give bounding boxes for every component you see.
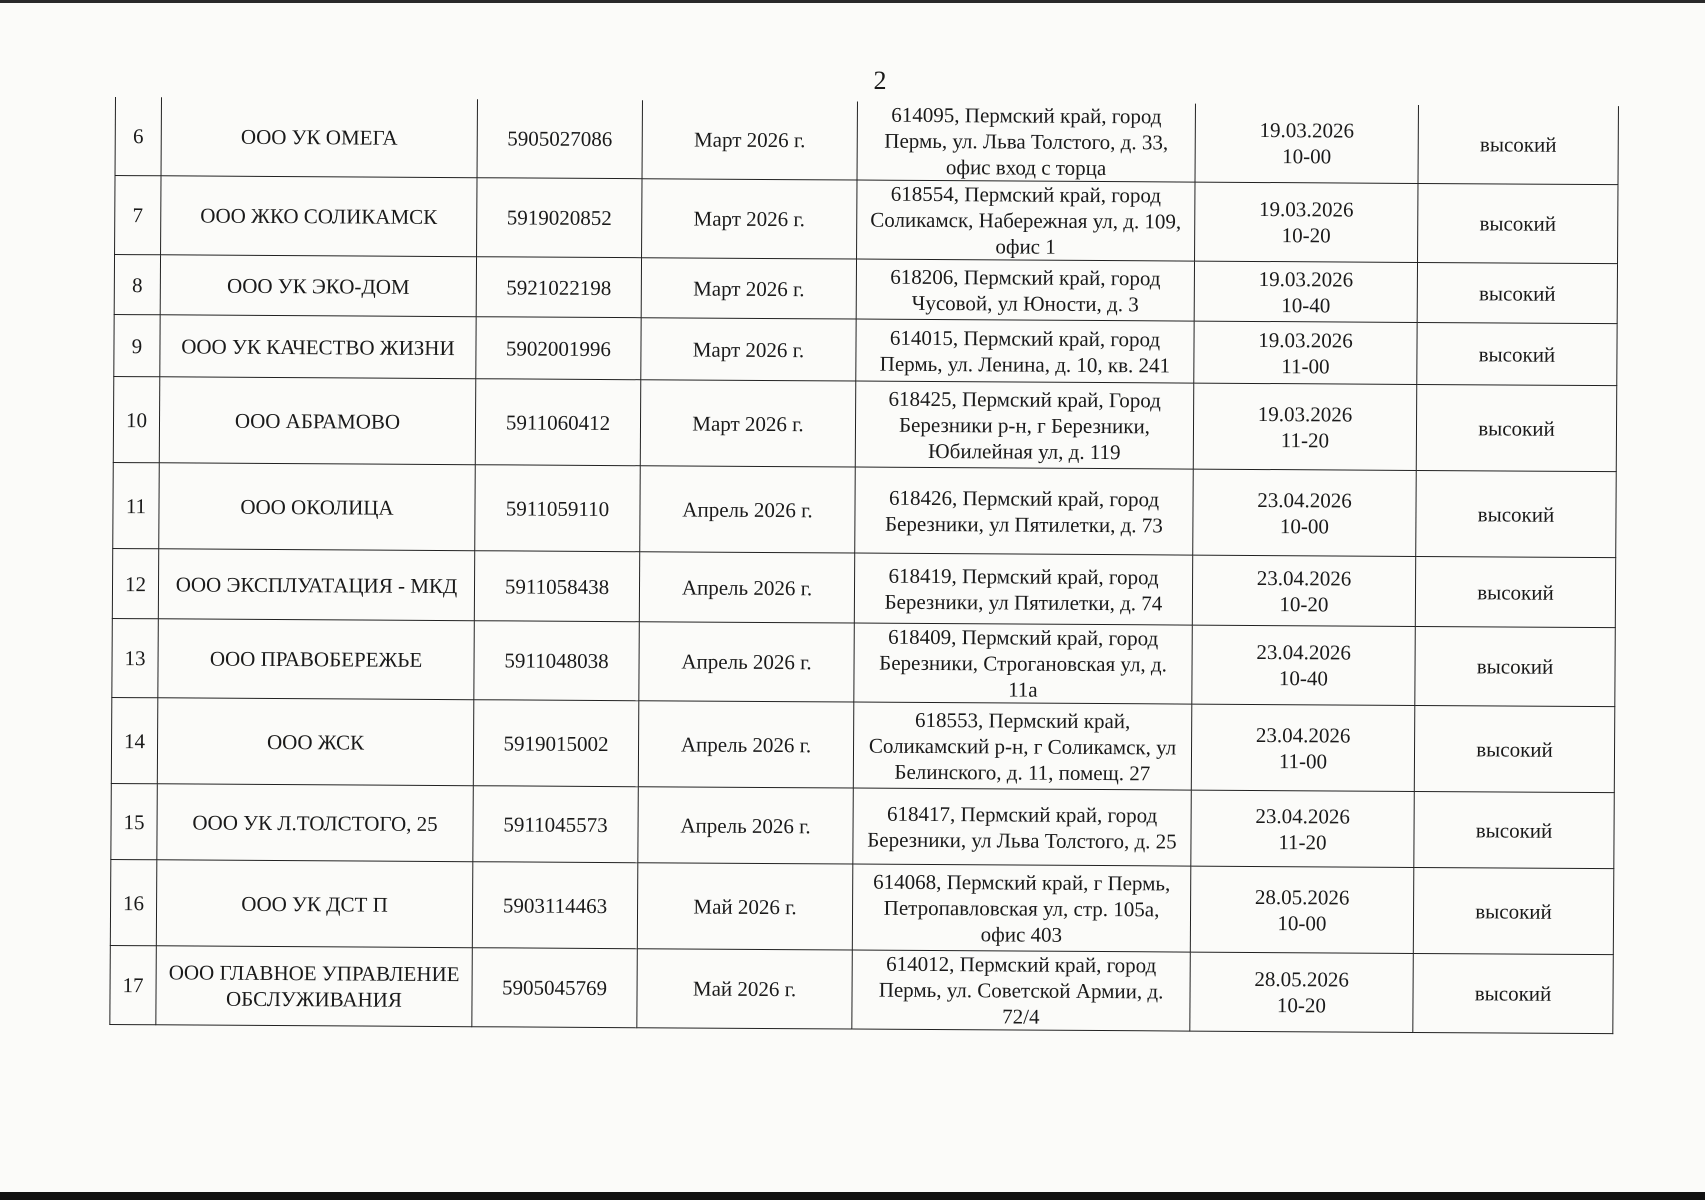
- datetime-cell: [1192, 625, 1415, 705]
- datetime-cell: [1193, 383, 1417, 470]
- address-cell: 614095, Пермский край, город Пермь, ул. Льва Толстого, д. 33, офис вход с торца: [857, 102, 1195, 183]
- inn-cell: 5903114463: [472, 862, 638, 949]
- inspection-time: 10-20: [1276, 993, 1327, 1018]
- inspection-period-cell: Апрель 2026 г.: [638, 701, 854, 788]
- datetime-cell: [1191, 790, 1414, 867]
- address-cell: 618417, Пермский край, город Березники, ул Льва Толстого, д. 25: [853, 788, 1191, 866]
- inspection-period-cell: Март 2026 г.: [640, 380, 856, 467]
- row-number-cell: 8: [114, 255, 160, 315]
- address-cell: 618419, Пермский край, город Березники, ул Пятилетки, д. 74: [854, 553, 1192, 625]
- table-row: [114, 314, 1617, 385]
- address-cell: 614068, Пермский край, г Пермь, Петропавловская ул, стр. 105а, офис 403: [852, 864, 1191, 952]
- inspection-period-cell: Март 2026 г.: [642, 100, 857, 180]
- table-row: [111, 697, 1614, 792]
- inspection-date: 19.03.2026: [1257, 401, 1353, 427]
- row-number-cell: 10: [113, 376, 160, 462]
- inspection-time: 10-20: [1279, 591, 1329, 616]
- inspection-date: 23.04.2026: [1256, 565, 1352, 591]
- inspection-date: 23.04.2026: [1256, 639, 1351, 665]
- datetime-cell: [1195, 104, 1418, 184]
- organization-name-cell: ООО ЖКО СОЛИКАМСК: [161, 176, 477, 257]
- organization-name-cell: ООО УК ОМЕГА: [161, 97, 477, 177]
- address-cell: 618554, Пермский край, город Соликамск, Набережная ул, д. 109, офис 1: [857, 180, 1195, 261]
- inspection-date: 23.04.2026: [1255, 803, 1350, 829]
- inspection-date: 28.05.2026: [1254, 966, 1349, 992]
- inspection-time: 10-00: [1279, 513, 1329, 538]
- inspection-period-cell: Март 2026 г.: [641, 318, 856, 381]
- datetime-cell: [1194, 321, 1417, 384]
- datetime-cell: [1192, 555, 1415, 626]
- risk-category-cell: высокий: [1415, 556, 1615, 627]
- risk-category-cell: высокий: [1417, 322, 1617, 385]
- risk-category-cell: высокий: [1413, 867, 1614, 954]
- organization-name-cell: ООО ЭКСПЛУАТАЦИЯ - МКД: [158, 549, 474, 621]
- inn-cell: 5911045573: [473, 786, 638, 863]
- row-number-cell: 7: [115, 176, 161, 255]
- row-number-cell: 13: [112, 618, 158, 697]
- inn-cell: 5911059110: [475, 465, 641, 552]
- table-row: [110, 859, 1613, 954]
- inspection-schedule-table: [109, 97, 1619, 1034]
- inspection-date: 19.03.2026: [1259, 117, 1355, 143]
- inn-cell: 5911048038: [474, 621, 639, 701]
- table-row: [113, 462, 1616, 557]
- inspection-period-cell: Апрель 2026 г.: [640, 466, 856, 553]
- inspection-time: 10-40: [1281, 292, 1331, 317]
- inspection-date: 19.03.2026: [1258, 327, 1353, 353]
- row-number-cell: 9: [114, 314, 160, 376]
- inn-cell: 5905027086: [477, 99, 642, 179]
- table-row: [111, 783, 1614, 868]
- table-row: [115, 176, 1618, 264]
- inspection-time: 11-00: [1278, 748, 1328, 773]
- inspection-date: 23.04.2026: [1257, 487, 1352, 513]
- organization-name-cell: ООО ГЛАВНОЕ УПРАВЛЕНИЕ ОБСЛУЖИВАНИЯ: [156, 946, 472, 1027]
- risk-category-cell: высокий: [1414, 791, 1614, 868]
- inspection-date: 23.04.2026: [1255, 722, 1351, 748]
- inspection-time: 11-20: [1278, 829, 1327, 854]
- table-row: [114, 255, 1617, 324]
- address-cell: 618206, Пермский край, город Чусовой, ул Юности, д. 3: [856, 259, 1194, 321]
- row-number-cell: 12: [112, 548, 158, 618]
- page-number: 2: [873, 66, 887, 95]
- organization-name-cell: ООО УК КАЧЕСТВО ЖИЗНИ: [160, 315, 476, 379]
- row-number-cell: 15: [111, 783, 157, 859]
- datetime-cell: [1194, 261, 1417, 322]
- inn-cell: 5911058438: [474, 551, 639, 622]
- inspection-period-cell: Май 2026 г.: [637, 949, 852, 1029]
- row-number-cell: 17: [110, 945, 156, 1024]
- risk-category-cell: высокий: [1415, 626, 1615, 706]
- inn-cell: 5921022198: [476, 257, 641, 318]
- address-cell: 618425, Пермский край, Город Березники р-н, г Березники, Юбилейная ул, д. 119: [855, 381, 1194, 469]
- inn-cell: 5902001996: [476, 317, 641, 380]
- inspection-time: 10-40: [1278, 666, 1329, 691]
- organization-name-cell: ООО УК ДСТ П: [156, 860, 473, 948]
- row-number-cell: 14: [111, 697, 158, 783]
- inn-cell: 5919015002: [473, 700, 639, 787]
- table-row: [110, 945, 1613, 1033]
- inn-cell: 5911060412: [475, 379, 641, 466]
- table-row: [112, 548, 1615, 627]
- risk-category-cell: высокий: [1413, 953, 1613, 1033]
- table-row: [115, 97, 1618, 185]
- inn-cell: 5919020852: [477, 178, 642, 258]
- table-row: [113, 376, 1616, 471]
- inspection-time: 10-00: [1277, 910, 1327, 935]
- organization-name-cell: ООО ПРАВОБЕРЕЖЬЕ: [158, 619, 474, 700]
- table-row: [112, 618, 1615, 706]
- inspection-period-cell: Апрель 2026 г.: [639, 622, 854, 702]
- risk-category-cell: высокий: [1414, 705, 1615, 792]
- risk-category-cell: высокий: [1418, 183, 1618, 263]
- inspection-date: 19.03.2026: [1259, 196, 1354, 222]
- datetime-cell: [1195, 182, 1418, 262]
- datetime-cell: [1193, 469, 1417, 556]
- inspection-time: 11-00: [1281, 353, 1330, 378]
- datetime-cell: [1190, 952, 1413, 1032]
- inspection-time: 10-20: [1281, 223, 1331, 248]
- row-number-cell: 6: [115, 97, 161, 176]
- inspection-period-cell: Апрель 2026 г.: [639, 552, 854, 623]
- address-cell: 614012, Пермский край, город Пермь, ул. Советской Армии, д. 72/4: [852, 950, 1190, 1031]
- inspection-date: 28.05.2026: [1254, 884, 1350, 910]
- organization-name-cell: ООО УК ЭКО-ДОМ: [160, 255, 476, 317]
- organization-name-cell: ООО АБРАМОВО: [159, 377, 476, 465]
- inspection-time: 11-20: [1280, 427, 1330, 452]
- address-cell: 618426, Пермский край, город Березники, ул Пятилетки, д. 73: [855, 467, 1194, 555]
- address-cell: 618553, Пермский край, Соликамский р-н, г Соликамск, ул Белинского, д. 11, помещ. 27: [853, 702, 1192, 790]
- scan-edge-bottom: [0, 1192, 1705, 1200]
- inspection-time: 10-00: [1282, 144, 1332, 169]
- organization-name-cell: ООО УК Л.ТОЛСТОГО, 25: [157, 784, 473, 862]
- inspection-period-cell: Март 2026 г.: [642, 179, 857, 259]
- scan-edge-top: [0, 0, 1705, 3]
- inn-cell: 5905045769: [472, 948, 637, 1028]
- inspection-period-cell: Март 2026 г.: [641, 258, 856, 319]
- inspection-period-cell: Май 2026 г.: [637, 863, 853, 950]
- risk-category-cell: высокий: [1416, 470, 1617, 557]
- inspection-date: 19.03.2026: [1258, 266, 1354, 292]
- risk-category-cell: высокий: [1418, 105, 1618, 185]
- organization-name-cell: ООО ОКОЛИЦА: [159, 463, 476, 551]
- risk-category-cell: высокий: [1416, 384, 1617, 471]
- address-cell: 614015, Пермский край, город Пермь, ул. Ленина, д. 10, кв. 241: [856, 319, 1194, 383]
- address-cell: 618409, Пермский край, город Березники, Строгановская ул, д. 11а: [854, 623, 1192, 704]
- row-number-cell: 11: [113, 462, 160, 548]
- datetime-cell: [1191, 704, 1415, 791]
- organization-name-cell: ООО ЖСК: [157, 698, 474, 786]
- risk-category-cell: высокий: [1417, 262, 1617, 323]
- inspection-period-cell: Апрель 2026 г.: [638, 787, 853, 864]
- datetime-cell: [1190, 866, 1414, 953]
- row-number-cell: 16: [110, 859, 157, 945]
